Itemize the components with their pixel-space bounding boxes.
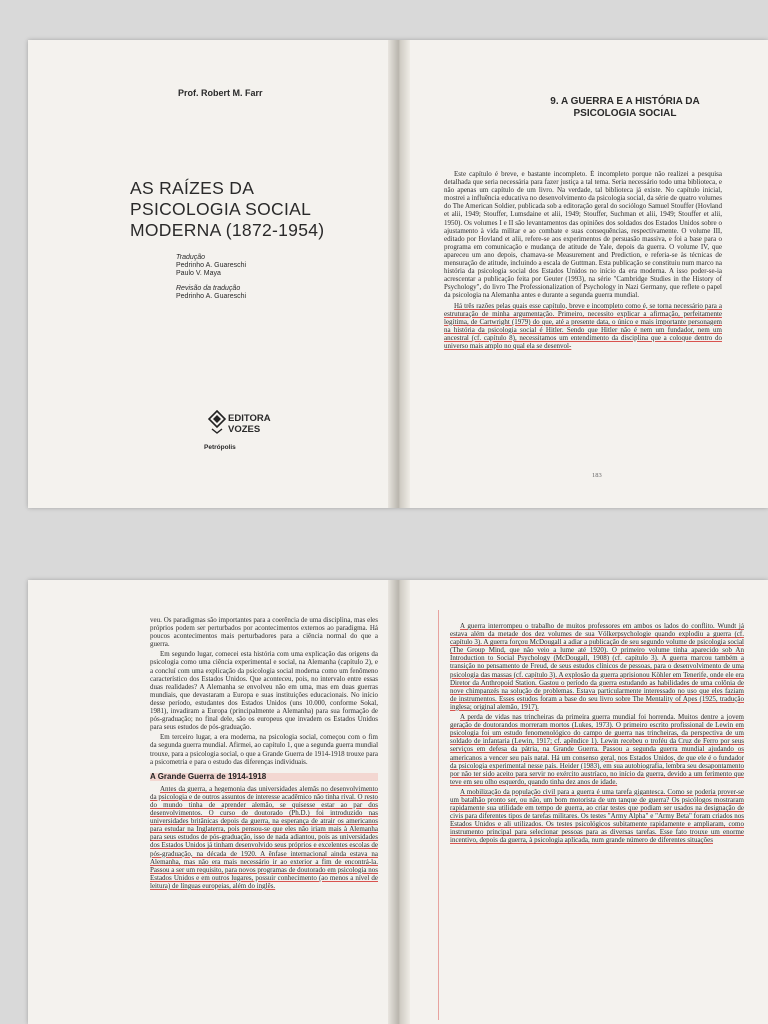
credits-block	[176, 254, 246, 301]
left-text-page	[28, 580, 388, 1024]
reviser-name: Pedrinho A. Guareschi	[176, 292, 247, 300]
publisher-line1: EDITORA	[228, 413, 271, 424]
paragraph: Há três razões pelas quais esse capítulo, breve e incompleto como é, se torna necessário para a estruturação de minha argumentação. Primeiro, necessito explicar a afirmação, perfeitamente legítima, de Cartwright (1979) do que, até a presente data, o único e mais importante personagem na história da psicologia social é Hitler. Sendo que Hitler não é nem um fundador, nem um ancestral (cf. capítulo 8), necessitamos um entendimento da disciplina que a coloque dentro do universo mais amplo no qual ela se desenvol-	[444, 301, 722, 350]
chapter-title-line: 9. A GUERRA E A HISTÓRIA DA	[550, 96, 700, 107]
book-title-line: MODERNA (1872-1954)	[130, 220, 325, 240]
translator-name: Paulo V. Maya	[176, 270, 221, 278]
right-page-body	[450, 622, 744, 1020]
chapter-title	[520, 96, 730, 119]
paragraph: A guerra interrompeu o trabalho de muitos professores em ambos os lados do conflito. Wundt já estava além da metade dos dez volumes de sua Völkerpsychologie quando explodiu a guerra (cf. capítulo 3). A guerra forçou McDougall a adiar a publicação de seu segundo volume de psicologia social (The Group Mind, que não veio a lume até 1920). O primeiro volume tinha aparecido sob An Introduction to Social Psychology (McDougall, 1908) (cf. capítulo 3). A guerra marcou também a transição no pensamento de Freud, de seus estudos clínicos de pessoas, para o desenvolvimento de uma psicologia das massas (cf. capítulo 3). A explosão da guerra aprisionou Köhler em Tenerife, onde ele era Diretor da Anthropoid Station. Gastou o período da guerra estudando as habilidades de uma colônia de nove chimpanzés na solução de problemas. Estava particularmente interessado no uso que eles faziam de instrumentos. Esses estudos foram a base do seu livro sobre The Mentality of Apes (1925, tradução inglesa; original alemão, 1917).	[450, 622, 744, 711]
left-page-body	[150, 616, 378, 1020]
section-heading: A Grande Guerra de 1914-1918	[150, 773, 378, 781]
chapter-page	[410, 40, 768, 508]
paragraph: Este capítulo é breve, e bastante incompleto. É incompleto porque não realizei a pesquisa detalhada que seria necessária para fazer justiça a tal tema. Seria necessário todo uma biblioteca, e não apenas um capítulo de um livro. Na verdade, tal biblioteca já existe. No capítulo inicial, mostrei a influência educativa no desenvolvimento da psicologia social, da série de quatro volumes do The American Soldier, publicada sob a editoração geral do sociólogo Samuel Stouffer (Hovland et alii, 1949; Stouffer, Lumsdaine et alii, 1949; Stouffer, Suchman et alii, 1949; Stouffer et alii, 1950). Os volumes I e II são levantamentos das opiniões dos soldados dos Estados Unidos sobre o ajustamento à vida militar e ao combate e suas consequências, respectivamente. O volume III, editado por Hovland et alii, refere-se aos experimentos de persuasão massiva, e foi a base para o programa em comunicação e mudança de atitude de Yale, depois da guerra. O volume IV, que apareceu um ano depois, chamava-se Measurement and Prediction, e referia-se às técnicas de mensuração de atitude, incluindo a escala de Guttman. Esta publicação se constituiu num marco na história da psicologia social dos Estados Unidos no início da era moderna. A isso poder-se-ia acrescentar a publicação feita por Geuter (1993), na série "Cambridge Studies in the History of Psychology", do livro The Professionalization of Psychology in Nazi Germany, que reflete o papel da psicologia na Alemanha antes e durante a segunda guerra mundial.	[444, 170, 722, 300]
chapter-body	[444, 170, 722, 460]
chapter-title-line: PSICOLOGIA SOCIAL	[573, 107, 677, 119]
paragraph: Em segundo lugar, comecei esta história com uma explicação das origens da psicologia como uma ciência experimental e social, na Alemanha (capítulo 2), e a concluí com uma explicação da psicologia social moderna como um fenômeno característico dos Estados Unidos. Que aconteceu, pois, no intervalo entre essas duas realidades? A Alemanha se envolveu não em uma, mas em duas guerras mundiais, que devastaram a Europa e suas instituições educacionais. No início desse período, estudantes dos Estados Unidos (uns 10.000, conforme Sokal, 1981), invadiram a Europa (principalmente a Alemanha) para sua formação de pós-graduação; no final dele, são os europeus que invadem os Estados Unidos para seus estudos de pós-graduação.	[150, 650, 378, 732]
revision-label: Revisão da tradução	[176, 284, 241, 292]
right-text-page	[410, 580, 768, 1024]
translator-name: Pedrinho A. Guareschi	[176, 262, 247, 270]
publisher-line2: VOZES	[228, 423, 261, 435]
vozes-logo-icon	[208, 410, 226, 434]
publisher-name	[228, 414, 271, 435]
page-number: 183	[592, 472, 602, 479]
book-title-line: PSICOLOGIA SOCIAL	[130, 199, 312, 219]
translation-label: Tradução	[176, 254, 206, 261]
book-title-line: AS RAÍZES DA	[130, 178, 255, 198]
bottom-book-spread	[28, 580, 768, 1024]
author-name: Prof. Robert M. Farr	[178, 88, 263, 98]
paragraph: Em terceiro lugar, a era moderna, na psicologia social, começou com o fim da segunda guerra mundial. Afirmei, ao capítulo 1, que a segunda guerra mundial trouxe, para a psicologia social, o que a Grande Guerra de 1914-1918 trouxe para a psicometria e para o estudo das diferenças individuais.	[150, 733, 378, 766]
title-page	[28, 40, 388, 508]
paragraph: A mobilização da população civil para a guerra é uma tarefa gigantesca. Como se poderia prover-se um batalhão pronto ser, ou não, um bom motorista de um tanque de guerra? Os psicólogos mostraram rapidamente sua utilidade em tempo de guerra, ao criar testes que podiam ser usados na designação de civis para diferentes tipos de tarefas militares. Os testes "Army Alpha" e "Army Beta" foram criados nos Estados Unidos e ali utilizados. Os testes psicológicos subitamente rapidamente e ampliaram, como instrumento principal para selecionar pessoas para as diversas tarefas. Esse fato trouxe um enorme incentivo, depois da guerra, à psicologia aplicada, num grande número de diferentes situações	[450, 787, 744, 845]
paragraph: A perda de vidas nas trincheiras da primeira guerra mundial foi horrenda. Muitos dentre a jovem geração de doutorandos morreram mortos (Lukes, 1973). O primeiro escrito profissional de Lewin em psicologia foi um estudo fenomenológico do campo de guerra nas trincheiras, da perspectiva de um soldado de infantaria (Lewin, 1917; cf. apêndice 1). Lewin recebeu o troféu da Cruz de Ferro por seus serviços em defesa da pátria, na Grande Guerra. Passou a segunda guerra mundial ajudando os americanos a vencer seu país natal. Há um consenso geral, nos Estados Unidos, de que ele é o fundador da psicologia experimental nesse país. Heider (1983), em sua autobiografia, lembra seu desapontamento por não ter sido aceito para servir no exército austríaco, no início da guerra, devido a um ferimento que teve em seu olho esquerdo, quando tinha dez anos de idade.	[450, 713, 744, 786]
book-title	[130, 178, 350, 241]
paragraph: Antes da guerra, a hegemonia das universidades alemãs no desenvolvimento da psicologia e de outros assuntos de interesse acadêmico não tinha rival. O resto do mundo tinha de aprender alemão, se quisesse estar ao par dos desenvolvimentos. O curso de doutorado (Ph.D.) foi introduzido nas universidades britânicas depois da guerra, na esperança de atrair os americanos para estudar na Inglaterra, pois pensou-se que eles não iriam mais à Alemanha para seus estudos de pós-graduação, isso de nada adiantou, pois as universidades dos Estados Unidos já tinham desenvolvido seus próprios e excelentes escolas de pós-graduação, na década de 1920. A ênfase internacional ainda estava na Alemanha, mas não era mais necessário ir ao exterior a fim de encontrá-la. Passou a ser um requisito, para novos programas de doutorado em psicologia nos Estados Unidos e em outros lugares, possuir conhecimento (ao menos a nível de leitura) de línguas europeias, além do inglês.	[150, 784, 378, 890]
margin-line	[438, 610, 439, 1020]
top-book-spread	[28, 40, 768, 508]
paragraph: veu. Os paradigmas são importantes para a coerência de uma disciplina, mas eles próprios podem ser perturbados por acontecimentos externos ao paradigma. Há poucos acontecimentos mais perturbadores para a ciência normal do que a guerra.	[150, 616, 378, 649]
publisher-city: Petrópolis	[204, 444, 236, 451]
book-gutter	[388, 580, 410, 1024]
book-gutter	[388, 40, 410, 508]
